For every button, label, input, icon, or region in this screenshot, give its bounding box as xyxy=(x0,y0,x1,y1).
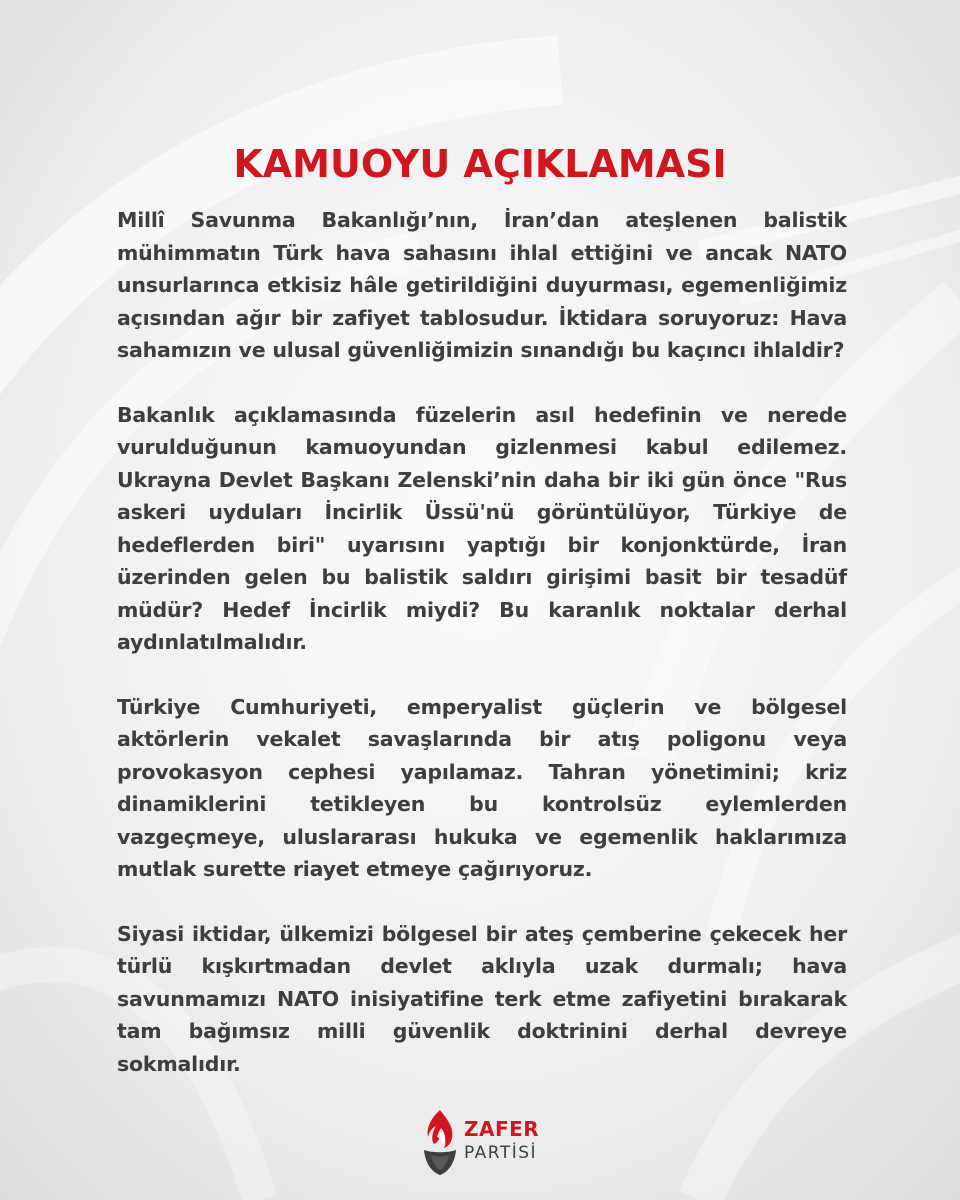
logo-name: ZAFER xyxy=(464,1117,540,1141)
paragraph-3: Türkiye Cumhuriyeti, emperyalist güçlerin ve bölgesel aktörlerin vekalet savaşlarında bir atış poligonu veya provokasyon cephesi yapılamaz. Tahran yönetimini; kriz dinamiklerini tetikleyen bu kontrolsüz eylemlerden vazgeçmeye, uluslararası hukuka ve egemenlik haklarımıza mutlak surette riayet etmeye çağırıyoruz. xyxy=(117,694,847,881)
paragraph-4: Siyasi iktidar, ülkemizi bölgesel bir ateş çemberine çekecek her türlü kışkırtmadan devlet aklıyla uzak durmalı; hava savunmamızı NATO inisiyatifine terk etme zafiyetini bırakarak tam bağımsız milli güvenlik doktrinini derhal devreye sokmalıdır. xyxy=(117,921,847,1076)
page-title: KAMUOYU AÇIKLAMASI xyxy=(233,142,727,186)
paragraph-2: Bakanlık açıklamasında füzelerin asıl hedefinin ve nerede vurulduğunun kamuoyundan gizlenmesi kabul edilemez. Ukrayna Devlet Başkanı Zelenski’nin daha bir iki gün önce "Rus askeri uyduları İncirlik Üssü'nü görüntülüyor, Türkiye de hedeflerden biri" uyarısını yaptığı bir konjonktürde, İran üzerinden gelen bu balistik saldırı girişimi basit bir tesadüf müdür? Hedef İncirlik miydi? Bu karanlık noktalar derhal aydınlatılmalıdır. xyxy=(117,402,847,654)
statement-body xyxy=(117,204,847,1112)
party-logo xyxy=(418,1106,548,1178)
flame-torch-icon xyxy=(418,1106,462,1178)
paragraph-1: Millî Savunma Bakanlığı’nın, İran’dan ateşlenen balistik mühimmatın Türk hava sahasını ihlal ettiğini ve ancak NATO unsurlarınca etkisiz hâle getirildiğini duyurması, egemenliğimiz açısından ağır bir zafiyet tablosudur. İktidara soruyoruz: Hava sahamızın ve ulusal güvenliğimizin sınandığı bu kaçıncı ihlaldir? xyxy=(117,208,847,362)
logo-subtitle: PARTİSİ xyxy=(464,1143,538,1163)
